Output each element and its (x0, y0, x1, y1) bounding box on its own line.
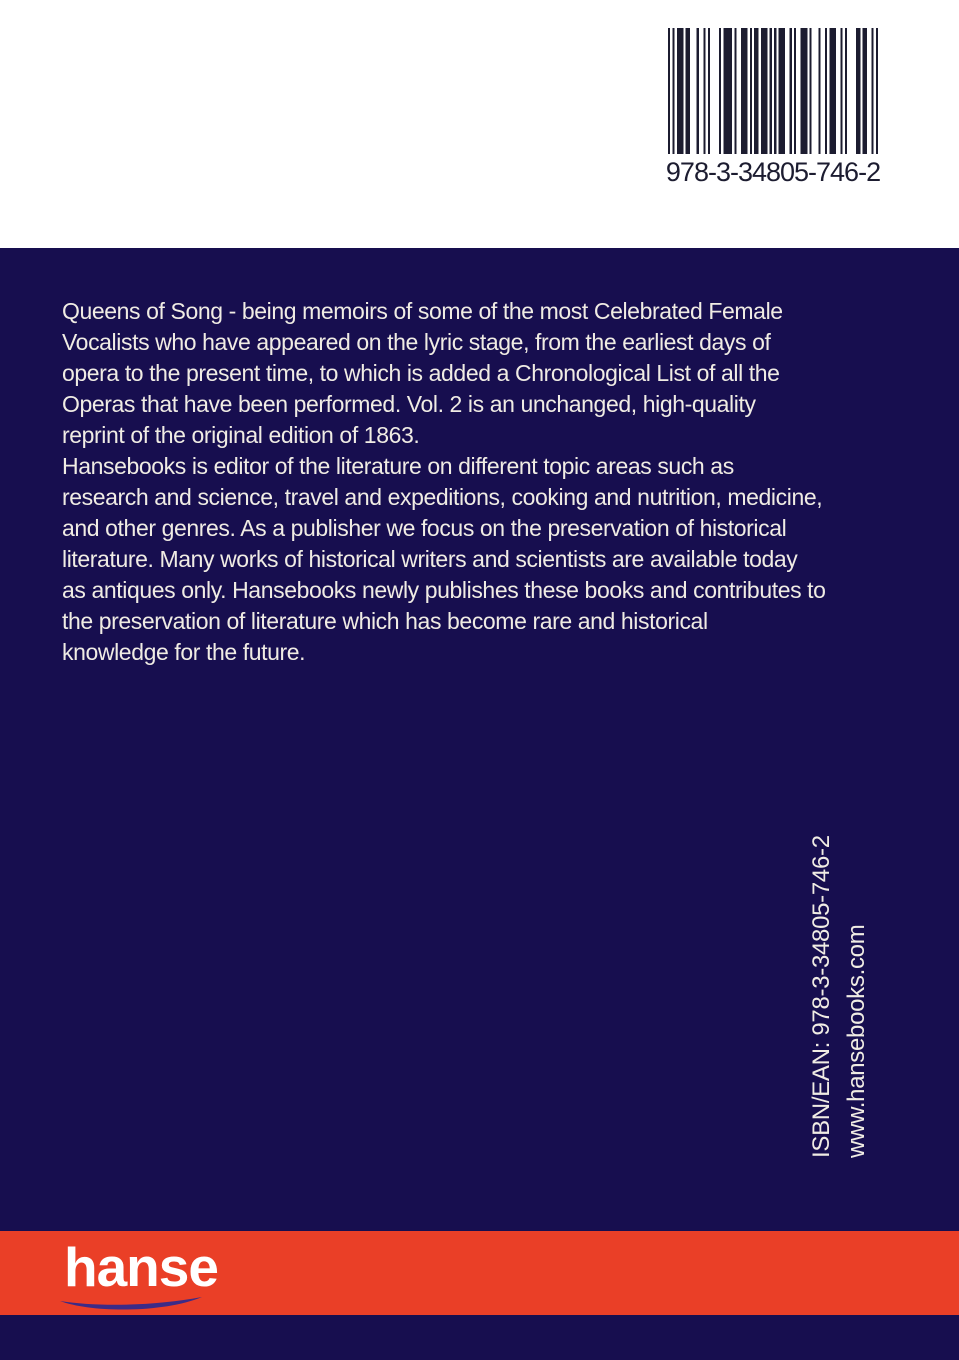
description-line: Hansebooks is editor of the literature on different topic areas such as (62, 453, 734, 479)
isbn-ean-vertical-text: ISBN/EAN: 978-3-34805-746-2 (808, 835, 835, 1158)
description-line: and other genres. As a publisher we focus on the preservation of historical (62, 515, 787, 541)
description-line: opera to the present time, to which is added a Chronological List of all the (62, 360, 780, 386)
hanse-logo (64, 1236, 218, 1311)
description-line: Vocalists who have appeared on the lyric stage, from the earliest days of (62, 329, 771, 355)
barcode-panel (0, 0, 959, 248)
logo-swoosh-icon (58, 1294, 204, 1312)
description-line: the preservation of literature which has become rare and historical (62, 608, 708, 634)
description-line: Operas that have been performed. Vol. 2 is an unchanged, high-quality (62, 391, 756, 417)
description-line: knowledge for the future. (62, 639, 306, 665)
barcode-number: 978-3-34805-746-2 (665, 157, 881, 187)
description-line: as antiques only. Hansebooks newly publishes these books and contributes to (62, 577, 826, 603)
description-line: research and science, travel and expeditions, cooking and nutrition, medicine, (62, 484, 823, 510)
barcode (664, 28, 882, 188)
hanse-logo-text: hanse (64, 1236, 218, 1298)
description-line: reprint of the original edition of 1863. (62, 422, 420, 448)
barcode-bars-icon (668, 28, 878, 154)
book-description (62, 296, 952, 668)
publisher-website-vertical-text: www.hansebooks.com (843, 924, 870, 1158)
description-line: Queens of Song - being memoirs of some of the most Celebrated Female (62, 298, 783, 324)
description-line: literature. Many works of historical writers and scientists are available today (62, 546, 798, 572)
publisher-footer-band (0, 1231, 959, 1315)
